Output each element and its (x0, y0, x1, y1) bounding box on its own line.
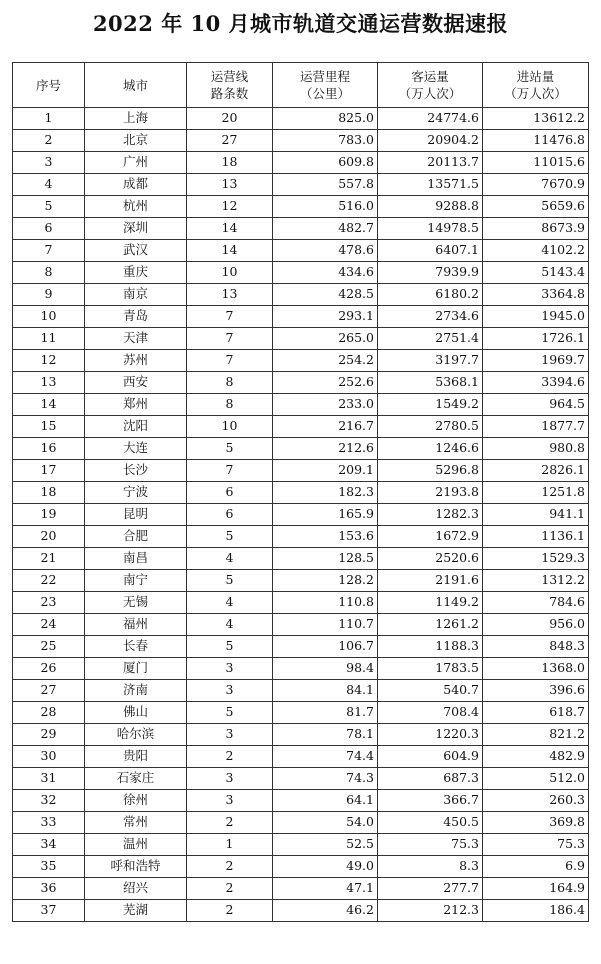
cell-line-count: 1 (187, 834, 273, 856)
cell-city: 大连 (85, 438, 187, 460)
cell-line-count: 7 (187, 328, 273, 350)
cell-entries: 956.0 (483, 614, 589, 636)
cell-city: 无锡 (85, 592, 187, 614)
cell-mileage: 128.5 (273, 548, 378, 570)
cell-city: 南京 (85, 284, 187, 306)
cell-city: 沈阳 (85, 416, 187, 438)
table-row (13, 724, 589, 746)
cell-city: 苏州 (85, 350, 187, 372)
cell-mileage: 783.0 (273, 130, 378, 152)
table-row (13, 570, 589, 592)
cell-passenger-volume: 20113.7 (378, 152, 483, 174)
table-row (13, 614, 589, 636)
cell-mileage: 49.0 (273, 856, 378, 878)
cell-mileage: 478.6 (273, 240, 378, 262)
header-city: 城市 (85, 63, 187, 108)
cell-line-count: 14 (187, 240, 273, 262)
table-row (13, 548, 589, 570)
cell-line-count: 3 (187, 658, 273, 680)
cell-passenger-volume: 8.3 (378, 856, 483, 878)
cell-passenger-volume: 1246.6 (378, 438, 483, 460)
cell-city: 徐州 (85, 790, 187, 812)
cell-index: 23 (13, 592, 85, 614)
cell-city: 呼和浩特 (85, 856, 187, 878)
cell-city: 青岛 (85, 306, 187, 328)
table-row (13, 834, 589, 856)
cell-entries: 8673.9 (483, 218, 589, 240)
table-row (13, 878, 589, 900)
cell-city: 南昌 (85, 548, 187, 570)
cell-city: 南宁 (85, 570, 187, 592)
cell-entries: 1312.2 (483, 570, 589, 592)
cell-passenger-volume: 1149.2 (378, 592, 483, 614)
cell-line-count: 5 (187, 636, 273, 658)
cell-mileage: 212.6 (273, 438, 378, 460)
cell-mileage: 52.5 (273, 834, 378, 856)
cell-passenger-volume: 9288.8 (378, 196, 483, 218)
cell-passenger-volume: 75.3 (378, 834, 483, 856)
cell-passenger-volume: 450.5 (378, 812, 483, 834)
table-row (13, 196, 589, 218)
cell-entries: 260.3 (483, 790, 589, 812)
cell-index: 34 (13, 834, 85, 856)
cell-index: 17 (13, 460, 85, 482)
cell-mileage: 209.1 (273, 460, 378, 482)
cell-city: 济南 (85, 680, 187, 702)
table-body (13, 108, 589, 922)
table-row (13, 350, 589, 372)
cell-city: 北京 (85, 130, 187, 152)
cell-entries: 618.7 (483, 702, 589, 724)
cell-index: 33 (13, 812, 85, 834)
cell-line-count: 6 (187, 504, 273, 526)
cell-passenger-volume: 1261.2 (378, 614, 483, 636)
cell-city: 宁波 (85, 482, 187, 504)
cell-line-count: 5 (187, 438, 273, 460)
cell-entries: 186.4 (483, 900, 589, 922)
cell-line-count: 20 (187, 108, 273, 130)
cell-line-count: 7 (187, 460, 273, 482)
cell-index: 24 (13, 614, 85, 636)
cell-line-count: 2 (187, 812, 273, 834)
cell-passenger-volume: 24774.6 (378, 108, 483, 130)
cell-index: 29 (13, 724, 85, 746)
cell-passenger-volume: 5368.1 (378, 372, 483, 394)
cell-passenger-volume: 1549.2 (378, 394, 483, 416)
cell-entries: 5659.6 (483, 196, 589, 218)
cell-mileage: 182.3 (273, 482, 378, 504)
cell-line-count: 8 (187, 394, 273, 416)
cell-mileage: 78.1 (273, 724, 378, 746)
table-row (13, 680, 589, 702)
cell-entries: 482.9 (483, 746, 589, 768)
table-row (13, 328, 589, 350)
page-title: 2022 年 10 月城市轨道交通运营数据速报 (92, 11, 509, 36)
cell-entries: 5143.4 (483, 262, 589, 284)
cell-line-count: 4 (187, 614, 273, 636)
table-row (13, 306, 589, 328)
cell-index: 19 (13, 504, 85, 526)
cell-mileage: 293.1 (273, 306, 378, 328)
cell-index: 9 (13, 284, 85, 306)
cell-passenger-volume: 13571.5 (378, 174, 483, 196)
cell-mileage: 110.8 (273, 592, 378, 614)
cell-mileage: 84.1 (273, 680, 378, 702)
cell-index: 31 (13, 768, 85, 790)
cell-entries: 821.2 (483, 724, 589, 746)
cell-city: 常州 (85, 812, 187, 834)
cell-mileage: 74.3 (273, 768, 378, 790)
table-row (13, 262, 589, 284)
cell-line-count: 7 (187, 350, 273, 372)
cell-index: 18 (13, 482, 85, 504)
cell-passenger-volume: 6407.1 (378, 240, 483, 262)
cell-line-count: 4 (187, 592, 273, 614)
cell-entries: 1877.7 (483, 416, 589, 438)
table-row (13, 284, 589, 306)
cell-mileage: 74.4 (273, 746, 378, 768)
cell-line-count: 13 (187, 284, 273, 306)
cell-index: 4 (13, 174, 85, 196)
cell-city: 长春 (85, 636, 187, 658)
cell-mileage: 64.1 (273, 790, 378, 812)
cell-index: 8 (13, 262, 85, 284)
table-row (13, 790, 589, 812)
cell-mileage: 128.2 (273, 570, 378, 592)
table-row (13, 856, 589, 878)
table-row (13, 438, 589, 460)
cell-line-count: 13 (187, 174, 273, 196)
cell-passenger-volume: 7939.9 (378, 262, 483, 284)
cell-passenger-volume: 1282.3 (378, 504, 483, 526)
cell-city: 长沙 (85, 460, 187, 482)
table-row (13, 174, 589, 196)
table-row (13, 416, 589, 438)
cell-entries: 1969.7 (483, 350, 589, 372)
cell-mileage: 110.7 (273, 614, 378, 636)
cell-city: 温州 (85, 834, 187, 856)
cell-entries: 512.0 (483, 768, 589, 790)
cell-entries: 1136.1 (483, 526, 589, 548)
cell-city: 合肥 (85, 526, 187, 548)
cell-index: 28 (13, 702, 85, 724)
cell-entries: 964.5 (483, 394, 589, 416)
cell-passenger-volume: 1220.3 (378, 724, 483, 746)
cell-passenger-volume: 708.4 (378, 702, 483, 724)
header-index: 序号 (13, 63, 85, 108)
header-passenger-volume: 客运量 （万人次） (378, 63, 483, 108)
cell-entries: 980.8 (483, 438, 589, 460)
cell-line-count: 5 (187, 570, 273, 592)
cell-passenger-volume: 2520.6 (378, 548, 483, 570)
cell-city: 石家庄 (85, 768, 187, 790)
cell-mileage: 428.5 (273, 284, 378, 306)
table-row (13, 394, 589, 416)
cell-passenger-volume: 1783.5 (378, 658, 483, 680)
cell-index: 6 (13, 218, 85, 240)
cell-passenger-volume: 1672.9 (378, 526, 483, 548)
cell-city: 天津 (85, 328, 187, 350)
cell-index: 21 (13, 548, 85, 570)
table-row (13, 460, 589, 482)
header-entries: 进站量 （万人次） (483, 63, 589, 108)
cell-city: 深圳 (85, 218, 187, 240)
metro-data-table (12, 62, 589, 922)
cell-line-count: 10 (187, 416, 273, 438)
cell-entries: 1726.1 (483, 328, 589, 350)
cell-city: 杭州 (85, 196, 187, 218)
cell-city: 芜湖 (85, 900, 187, 922)
cell-entries: 1945.0 (483, 306, 589, 328)
cell-mileage: 609.8 (273, 152, 378, 174)
table-row (13, 482, 589, 504)
cell-entries: 941.1 (483, 504, 589, 526)
cell-index: 37 (13, 900, 85, 922)
cell-entries: 75.3 (483, 834, 589, 856)
cell-index: 11 (13, 328, 85, 350)
cell-entries: 7670.9 (483, 174, 589, 196)
cell-passenger-volume: 540.7 (378, 680, 483, 702)
cell-passenger-volume: 3197.7 (378, 350, 483, 372)
cell-mileage: 153.6 (273, 526, 378, 548)
cell-mileage: 165.9 (273, 504, 378, 526)
cell-passenger-volume: 14978.5 (378, 218, 483, 240)
cell-line-count: 3 (187, 680, 273, 702)
cell-passenger-volume: 277.7 (378, 878, 483, 900)
cell-line-count: 5 (187, 526, 273, 548)
cell-mileage: 46.2 (273, 900, 378, 922)
cell-passenger-volume: 2780.5 (378, 416, 483, 438)
cell-line-count: 2 (187, 856, 273, 878)
cell-mileage: 106.7 (273, 636, 378, 658)
cell-entries: 784.6 (483, 592, 589, 614)
cell-entries: 369.8 (483, 812, 589, 834)
cell-passenger-volume: 687.3 (378, 768, 483, 790)
table-row (13, 152, 589, 174)
table-header-row (13, 63, 589, 108)
cell-entries: 4102.2 (483, 240, 589, 262)
cell-index: 26 (13, 658, 85, 680)
cell-line-count: 3 (187, 724, 273, 746)
cell-mileage: 254.2 (273, 350, 378, 372)
cell-index: 14 (13, 394, 85, 416)
cell-entries: 1251.8 (483, 482, 589, 504)
cell-mileage: 265.0 (273, 328, 378, 350)
table-row (13, 130, 589, 152)
table-row (13, 108, 589, 130)
cell-line-count: 5 (187, 702, 273, 724)
cell-city: 昆明 (85, 504, 187, 526)
cell-line-count: 2 (187, 746, 273, 768)
cell-entries: 6.9 (483, 856, 589, 878)
cell-index: 10 (13, 306, 85, 328)
cell-index: 5 (13, 196, 85, 218)
cell-passenger-volume: 20904.2 (378, 130, 483, 152)
cell-index: 13 (13, 372, 85, 394)
cell-entries: 2826.1 (483, 460, 589, 482)
table-row (13, 372, 589, 394)
cell-city: 成都 (85, 174, 187, 196)
cell-entries: 164.9 (483, 878, 589, 900)
table-row (13, 240, 589, 262)
cell-index: 3 (13, 152, 85, 174)
cell-index: 16 (13, 438, 85, 460)
table-row (13, 636, 589, 658)
table-row (13, 900, 589, 922)
cell-city: 厦门 (85, 658, 187, 680)
cell-mileage: 825.0 (273, 108, 378, 130)
table-row (13, 768, 589, 790)
cell-passenger-volume: 2734.6 (378, 306, 483, 328)
cell-city: 西安 (85, 372, 187, 394)
cell-index: 20 (13, 526, 85, 548)
cell-passenger-volume: 1188.3 (378, 636, 483, 658)
table-row (13, 812, 589, 834)
table-row (13, 746, 589, 768)
cell-index: 25 (13, 636, 85, 658)
table-row (13, 592, 589, 614)
cell-passenger-volume: 2191.6 (378, 570, 483, 592)
cell-passenger-volume: 5296.8 (378, 460, 483, 482)
table-row (13, 504, 589, 526)
cell-index: 30 (13, 746, 85, 768)
cell-line-count: 12 (187, 196, 273, 218)
cell-line-count: 8 (187, 372, 273, 394)
cell-entries: 1529.3 (483, 548, 589, 570)
cell-index: 27 (13, 680, 85, 702)
cell-line-count: 14 (187, 218, 273, 240)
cell-passenger-volume: 604.9 (378, 746, 483, 768)
header-mileage: 运营里程 （公里） (273, 63, 378, 108)
cell-line-count: 4 (187, 548, 273, 570)
cell-index: 35 (13, 856, 85, 878)
table-row (13, 702, 589, 724)
header-line-count: 运营线 路条数 (187, 63, 273, 108)
cell-mileage: 81.7 (273, 702, 378, 724)
cell-index: 36 (13, 878, 85, 900)
cell-index: 12 (13, 350, 85, 372)
cell-line-count: 27 (187, 130, 273, 152)
cell-mileage: 54.0 (273, 812, 378, 834)
cell-line-count: 3 (187, 768, 273, 790)
cell-index: 22 (13, 570, 85, 592)
cell-index: 15 (13, 416, 85, 438)
cell-passenger-volume: 2193.8 (378, 482, 483, 504)
cell-city: 重庆 (85, 262, 187, 284)
cell-city: 贵阳 (85, 746, 187, 768)
cell-line-count: 2 (187, 878, 273, 900)
cell-entries: 3364.8 (483, 284, 589, 306)
cell-city: 郑州 (85, 394, 187, 416)
cell-entries: 11015.6 (483, 152, 589, 174)
cell-entries: 3394.6 (483, 372, 589, 394)
cell-mileage: 233.0 (273, 394, 378, 416)
cell-line-count: 7 (187, 306, 273, 328)
cell-entries: 848.3 (483, 636, 589, 658)
table-row (13, 218, 589, 240)
cell-entries: 1368.0 (483, 658, 589, 680)
cell-mileage: 434.6 (273, 262, 378, 284)
cell-passenger-volume: 212.3 (378, 900, 483, 922)
cell-mileage: 557.8 (273, 174, 378, 196)
cell-mileage: 482.7 (273, 218, 378, 240)
cell-index: 2 (13, 130, 85, 152)
cell-passenger-volume: 2751.4 (378, 328, 483, 350)
cell-city: 绍兴 (85, 878, 187, 900)
cell-mileage: 98.4 (273, 658, 378, 680)
cell-mileage: 516.0 (273, 196, 378, 218)
cell-city: 上海 (85, 108, 187, 130)
cell-line-count: 3 (187, 790, 273, 812)
cell-passenger-volume: 366.7 (378, 790, 483, 812)
cell-index: 7 (13, 240, 85, 262)
cell-index: 32 (13, 790, 85, 812)
cell-passenger-volume: 6180.2 (378, 284, 483, 306)
cell-city: 哈尔滨 (85, 724, 187, 746)
cell-mileage: 252.6 (273, 372, 378, 394)
cell-city: 广州 (85, 152, 187, 174)
cell-entries: 396.6 (483, 680, 589, 702)
cell-city: 佛山 (85, 702, 187, 724)
cell-line-count: 18 (187, 152, 273, 174)
cell-line-count: 6 (187, 482, 273, 504)
cell-line-count: 2 (187, 900, 273, 922)
cell-mileage: 216.7 (273, 416, 378, 438)
cell-entries: 11476.8 (483, 130, 589, 152)
cell-index: 1 (13, 108, 85, 130)
cell-mileage: 47.1 (273, 878, 378, 900)
cell-city: 武汉 (85, 240, 187, 262)
cell-entries: 13612.2 (483, 108, 589, 130)
cell-city: 福州 (85, 614, 187, 636)
table-row (13, 658, 589, 680)
table-row (13, 526, 589, 548)
cell-line-count: 10 (187, 262, 273, 284)
